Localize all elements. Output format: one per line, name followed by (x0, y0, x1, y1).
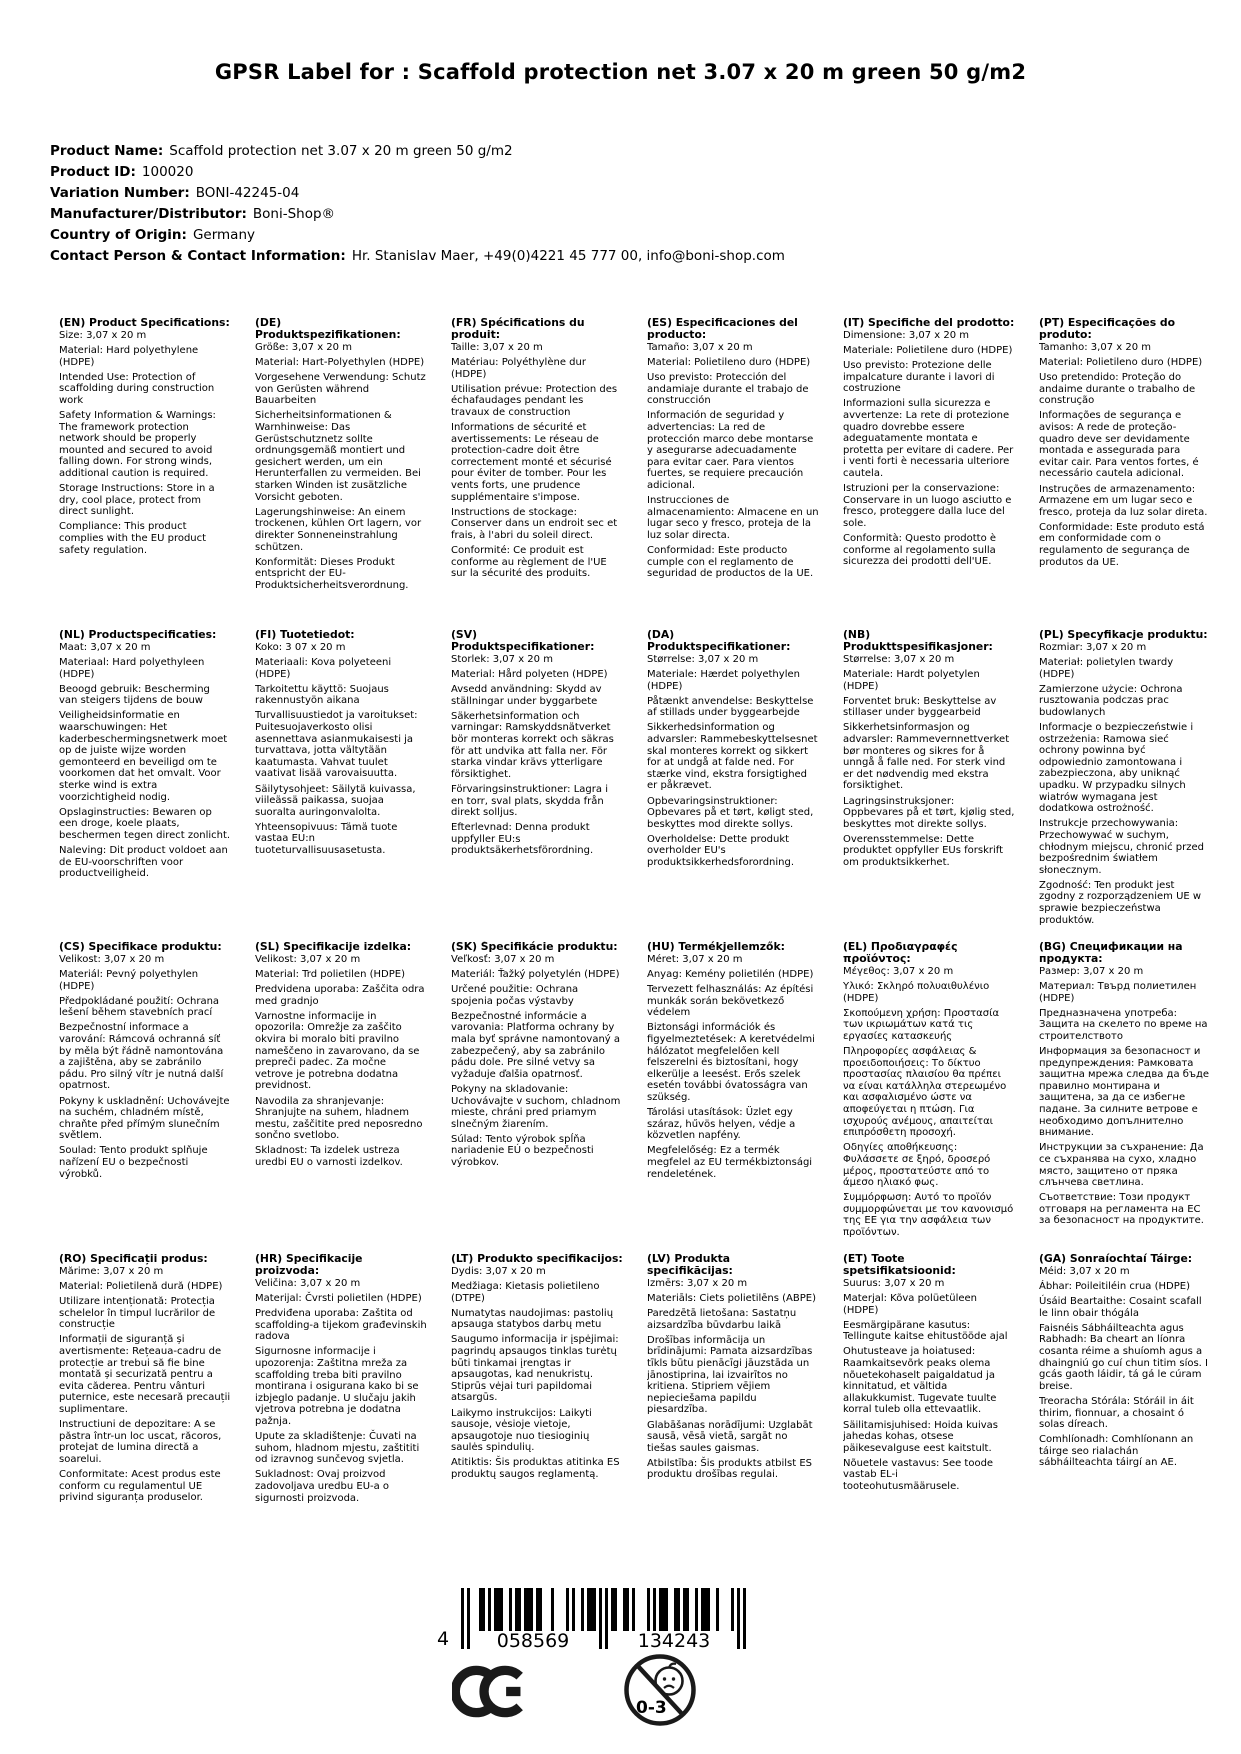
lang-block-title: (ES) Especificaciones del producto: (647, 317, 798, 341)
lang-block-title: (DA) Produktspecifikationer: (647, 629, 791, 653)
lang-block-paragraph: Lagerungshinweise: An einem trockenen, kühlen Ort lagern, vor direkter Sonneneinstrahlung schützen. (255, 506, 422, 553)
lang-block-paragraph: Conformité: Ce produit est conforme au règlement de l'UE sur la sécurité des produits. (451, 545, 607, 580)
lang-block-paragraph: Σκοπούμενη χρήση: Προστασία των ικριωμάτων κατά τις εργασίες κατασκευής (843, 1007, 1000, 1042)
lang-block-title: (PT) Especificações do produto: (1039, 317, 1176, 341)
lang-block-paragraph: Tervezett felhasználás: Az építési munkák során bekövetkező védelem (647, 984, 814, 1019)
lang-block-paragraph: Информация за безопасност и предупреждения: Рамковата защитна мрежа следва да бъде правилно монтирана и защитена, за да се избегне падане. За силните ветрове е необходимо допълнително внимание. (1039, 1046, 1210, 1139)
lang-block-paragraph: Saugumo informacija ir įspėjimai: pagrindų apsaugos tinklas turėtų būti tinkamai įrengtas ir apsaugotas, kad nenukristų. Stiprūs vėjai turi papildomai atsargūs. (451, 1334, 619, 1404)
lang-block-paragraph: Informazioni sulla sicurezza e avvertenze: La rete di protezione quadro dovrebbe essere adeguatamente montata e protetta per evitare di cadere. Per i venti forti è necessaria ulteriore cautela. (843, 398, 1014, 480)
lang-block-it (843, 317, 1021, 629)
lang-block-paragraph: Påtænkt anvendelse: Beskyttelse af stillads under byggearbejde (647, 695, 814, 719)
product-info-line (50, 246, 785, 267)
lang-block-paragraph: Instruções de armazenamento: Armazene em um lugar seco e fresco, proteja da luz solar direta. (1039, 483, 1208, 518)
lang-block-sk (451, 941, 629, 1253)
lang-block-title: (HR) Specifikacije proizvoda: (255, 1253, 363, 1277)
lang-block-paragraph: Ohutusteave ja hoiatused: Raamkaitsevõrk peaks olema nõuetekohaselt paigaldatud ja kinnitatud, et vältida allakukkumist. Tugevate tuulte korral tuleb olla ettevaatlik. (843, 1346, 997, 1416)
lang-block-paragraph: Storage Instructions: Store in a dry, cool place, protect from direct sunlight. (59, 483, 215, 518)
lang-block-bg (1039, 941, 1217, 1253)
lang-block-paragraph: Material: Polietileno duro (HDPE) (1039, 357, 1203, 369)
lang-block-title: (SL) Specifikacije izdelka: (255, 941, 412, 953)
lang-block-paragraph: Storlek: 3,07 x 20 m (451, 654, 553, 665)
lang-block-title: (EL) Προδιαγραφές προϊόντος: (843, 941, 958, 965)
lang-block-et (843, 1253, 1021, 1565)
product-info-label: Product ID: (50, 164, 136, 180)
lang-block-paragraph: Materiale: Polietilene duro (HDPE) (843, 345, 1013, 357)
lang-block-paragraph: Materiale: Hardt polyetylen (HDPE) (843, 669, 980, 692)
lang-block-paragraph: Dydis: 3,07 x 20 m (451, 1266, 546, 1277)
lang-block-paragraph: Información de seguridad y advertencias: La red de protección marco debe montarse y asegurarse adecuadamente para evitar caer. Para vientos fuertes, se requiere precaución adicional. (647, 410, 814, 492)
lang-block-da (647, 629, 825, 941)
lang-block-paragraph: Materiale: Hærdet polyethylen (HDPE) (647, 669, 800, 692)
lang-block-paragraph: Material: Hard polyethylene (HDPE) (59, 345, 199, 368)
lang-block-paragraph: Tamanho: 3,07 x 20 m (1039, 342, 1151, 353)
lang-block-title: (EN) Product Specifications: (59, 317, 230, 329)
lang-block-paragraph: Méid: 3,07 x 20 m (1039, 1266, 1130, 1277)
page-title: GPSR Label for : Scaffold protection net 3.07 x 20 m green 50 g/m2 (214, 60, 1027, 84)
product-info-label: Product Name: (50, 143, 164, 159)
lang-block-paragraph: Säkerhetsinformation och varningar: Ramskyddsnätverket bör monteras korrekt och säkras för att undvika att falla ner. För starka vindar krävs ytterligare försiktighet. (451, 710, 614, 780)
lang-block-paragraph: Navodila za shranjevanje: Shranjujte na suhem, hladnem mestu, zaščitite pred neposredno sončno svetlobo. (255, 1095, 423, 1142)
barcode-right-digits: 134243 (637, 1630, 711, 1652)
lang-block-paragraph: Sicherheitsinformationen & Warnhinweise: Das Gerüstschutznetz sollte ordnungsgemäß montiert und gesichert werden, um ein Herunterfallen zu vermeiden. Bei starken Winden ist zusätzliche Vorsicht geboten. (255, 410, 421, 503)
lang-block-paragraph: Informações de segurança e avisos: A rede de proteção-quadro deve ser devidamente montada e assegurada para evitar cair. Para ventos fortes, é necessário cautela adicional. (1039, 410, 1199, 480)
product-info-line (50, 204, 785, 225)
lang-block-paragraph: Anyag: Kemény polietilén (HDPE) (647, 969, 814, 981)
lang-block-paragraph: Overensstemmelse: Dette produktet oppfyller EUs forskrift om produktsikkerhet. (843, 833, 1004, 868)
lang-block-paragraph: Velikost: 3,07 x 20 m (59, 954, 165, 965)
lang-block-paragraph: Konformität: Dieses Produkt entspricht der EU-Produktsicherheitsverordnung. (255, 556, 409, 591)
lang-block-paragraph: Předpokládané použití: Ochrana lešení během stavebních prací (59, 995, 220, 1019)
lang-block-paragraph: Μέγεθος: 3,07 x 20 m (843, 966, 954, 977)
lang-block-paragraph: Opbevaringsinstruktioner: Opbevares på et tørt, køligt sted, beskyttes mod direkte sollys. (647, 795, 814, 830)
lang-block-title: (CS) Specifikace produktu: (59, 941, 222, 953)
lang-block-paragraph: Materiaal: Hard polyethyleen (HDPE) (59, 657, 205, 680)
lang-block-paragraph: Uso previsto: Protezione delle impalcature durante i lavori di costruzione (843, 360, 995, 395)
lang-block-title: (FR) Spécifications du produit: (451, 317, 585, 341)
lang-block-title: (RO) Specificații produs: (59, 1253, 208, 1265)
lang-block-paragraph: Upute za skladištenje: Čuvati na suhom, hladnom mjestu, zaštititi od izravnog sunčevog svjetla. (255, 1431, 420, 1466)
lang-block-paragraph: Material: Polietilenă dură (HDPE) (59, 1281, 223, 1293)
product-info-line (50, 225, 785, 246)
lang-block-nb (843, 629, 1021, 941)
lang-block-de (255, 317, 433, 629)
lang-block-hu (647, 941, 825, 1253)
lang-block-paragraph: Instructions de stockage: Conserver dans un endroit sec et frais, à l'abri du soleil direct. (451, 506, 618, 541)
lang-block-paragraph: Skladnost: Ta izdelek ustreza uredbi EU o varnosti izdelkov. (255, 1145, 403, 1168)
lang-block-paragraph: Úsáid Beartaithe: Cosaint scafall le linn obair thógála (1039, 1296, 1202, 1319)
product-info-value: Boni-Shop® (252, 206, 336, 222)
lang-block-paragraph: Conformidad: Este producto cumple con el reglamento de seguridad de productos de la UE. (647, 545, 814, 580)
lang-block-paragraph: Materiał: polietylen twardy (HDPE) (1039, 657, 1174, 680)
lang-block-paragraph: Medžiaga: Kietasis polietileno (DTPE) (451, 1281, 600, 1304)
lang-block-paragraph: Sukladnost: Ovaj proizvod zadovoljava uredbu EU-a o sigurnosti proizvoda. (255, 1469, 390, 1504)
product-info (50, 141, 785, 267)
lang-block-paragraph: Rozmiar: 3,07 x 20 m (1039, 642, 1147, 653)
lang-block-paragraph: Förvaringsinstruktioner: Lagra i en torr, sval plats, skydda från direkt solljus. (451, 783, 608, 819)
lang-block-paragraph: Izmērs: 3,07 x 20 m (647, 1278, 748, 1289)
lang-block-cs (59, 941, 237, 1253)
product-info-value: 100020 (141, 164, 194, 180)
lang-block-paragraph: Maat: 3,07 x 20 m (59, 642, 151, 653)
ce-mark-icon (452, 1663, 534, 1720)
lang-block-paragraph: Material: Hård polyeten (HDPE) (451, 669, 608, 681)
lang-block-paragraph: Säilytysohjeet: Säilytä kuivassa, viileässä paikassa, suojaa suoralta auringonvalolta. (255, 783, 416, 818)
lang-block-sl (255, 941, 433, 1253)
lang-block-paragraph: Atitiktis: Šis produktas atitinka ES produktų saugos reglamentą. (451, 1457, 620, 1480)
lang-block-title: (HU) Termékjellemzők: (647, 941, 785, 953)
lang-block-paragraph: Tárolási utasítások: Üzlet egy száraz, hűvös helyen, védje a közvetlen napfény. (647, 1107, 796, 1142)
lang-block-paragraph: Avsedd användning: Skydd av ställningar under byggarbete (451, 684, 602, 707)
lang-block-paragraph: Съответствие: Този продукт отговаря на регламента на ЕС за безопасност на продуктите. (1039, 1192, 1204, 1227)
lang-block-title: (SK) Špecifikácie produktu: (451, 941, 618, 953)
lang-block-paragraph: Utilizare intenționată: Protecția schelelor în timpul lucrărilor de construcție (59, 1296, 216, 1331)
lang-block-paragraph: Dimensione: 3,07 x 20 m (843, 330, 970, 341)
lang-block-title: (NL) Productspecificaties: (59, 629, 217, 641)
age-warning-0-3-icon (623, 1650, 697, 1730)
lang-block-paragraph: Yhteensopivuus: Tämä tuote vastaa EU:n tuoteturvallisuusasetusta. (255, 821, 398, 856)
lang-block-paragraph: Utilisation prévue: Protection des échafaudages pendant les travaux de construction (451, 383, 618, 418)
lang-block-paragraph: Veiligheidsinformatie en waarschuwingen: Het kaderbeschermingsnetwerk moet op de juiste wijze worden gemonteerd en beveiligd om te voorkomen dat het omvalt. Voor sterke wind is extra voorzichtigheid nodig. (59, 710, 228, 803)
lang-block-paragraph: Størrelse: 3,07 x 20 m (647, 654, 759, 665)
lang-block-paragraph: Beoogd gebruik: Bescherming van steigers tijdens de bouw (59, 683, 210, 707)
lang-block-paragraph: Predviđena uporaba: Zaštita od scaffolding-a tijekom građevinskih radova (255, 1308, 427, 1343)
lang-block-paragraph: Zgodność: Ten produkt jest zgodny z rozporządzeniem UE w sprawie bezpieczeństwa produktów. (1039, 879, 1202, 926)
lang-block-title: (SV) Produktspecifikationer: (451, 629, 595, 653)
lang-block-nl (59, 629, 237, 941)
lang-block-title: (DE) Produktspezifikationen: (255, 317, 401, 341)
lang-block-paragraph: Conformidade: Este produto está em conformidade com o regulamento de segurança de produtos da UE. (1039, 521, 1205, 568)
lang-block-ga (1039, 1253, 1217, 1565)
lang-block-paragraph: Safety Information & Warnings: The framework protection network should be properly mounted and secured to avoid falling down. For strong winds, additional caution is required. (59, 410, 216, 480)
lang-block-paragraph: Méret: 3,07 x 20 m (647, 954, 743, 965)
lang-block-paragraph: Súlad: Tento výrobok spĺňa nariadenie EÚ o bezpečnosti výrobkov. (451, 1133, 594, 1168)
lang-block-paragraph: Συμμόρφωση: Αυτό το προϊόν συμμορφώνεται με τον κανονισμό της ΕΕ για την ασφάλεια των προϊόντων. (843, 1192, 1014, 1238)
product-info-label: Country of Origin: (50, 227, 187, 243)
lang-block-paragraph: Informacje o bezpieczeństwie i ostrzeżenia: Ramowa sieć ochrony powinna być odpowiednio zamontowana i zabezpieczona, aby uniknąć upadku. W przypadku silnych wiatrów wymagana jest dodatkowa ostrożność. (1039, 722, 1194, 815)
lang-block-paragraph: Koko: 3 07 x 20 m (255, 642, 346, 653)
lang-block-paragraph: Zamierzone użycie: Ochrona rusztowania podczas prac budowlanych (1039, 683, 1183, 718)
lang-block-paragraph: Naleving: Dit product voldoet aan de EU-voorschriften voor productveiligheid. (59, 845, 228, 880)
lang-block-paragraph: Sigurnosne informacije i upozorenja: Zaštitna mreža za scaffolding treba biti pravilno montirana i osigurana kako bi se izbjeglo padanje. U slučaju jakih vjetrova potrebna je dodatna pažnja. (255, 1346, 419, 1428)
lang-block-paragraph: Soulad: Tento produkt splňuje nařízení EU o bezpečnosti výrobků. (59, 1145, 208, 1180)
lang-block-paragraph: Bezpečnostné informácie a varovania: Platforma ochrany by mala byť správne namontovaný a zabezpečený, aby sa zabránilo pádu dole. Pre silné vetvy sa vyžaduje ďalšia opatrnosť. (451, 1010, 621, 1080)
lang-block-hr (255, 1253, 433, 1565)
lang-block-paragraph: Drošības informācija un brīdinājumi: Pamata aizsardzības tīkls būtu pienācīgi jāuzstāda un jānostiprina, lai izvairītos no kritiena. Stipriem vējiem nepieciešama papildu piesardzība. (647, 1334, 813, 1416)
lang-block-paragraph: Eesmärgipärane kasutus: Tellingute kaitse ehitustööde ajal (843, 1319, 1008, 1343)
lang-block-paragraph: Compliance: This product complies with the EU product safety regulation. (59, 521, 207, 556)
lang-block-paragraph: Size: 3,07 x 20 m (59, 330, 147, 341)
lang-block-paragraph: Materijal: Čvrsti polietilen (HDPE) (255, 1293, 422, 1305)
lang-block-title: (NB) Produkttspesifikasjoner: (843, 629, 993, 653)
product-info-line (50, 183, 785, 204)
lang-block-paragraph: Suurus: 3,07 x 20 m (843, 1278, 945, 1289)
lang-block-pt (1039, 317, 1217, 629)
lang-block-paragraph: Conformità: Questo prodotto è conforme al regolamento sulla sicurezza dei prodotti dell'UE. (843, 533, 997, 568)
lang-block-title: (IT) Specifiche del prodotto: (843, 317, 1015, 329)
lang-block-paragraph: Lagringsinstruksjoner: Oppbevares på et tørt, kjølig sted, beskyttes mot direkte sollys. (843, 795, 1015, 830)
lang-block-paragraph: Materjal: Kõva polüetüleen (HDPE) (843, 1293, 977, 1316)
lang-block-paragraph: Taille: 3,07 x 20 m (451, 342, 543, 353)
baby-face-icon (656, 1664, 683, 1695)
product-info-label: Manufacturer/Distributor: (50, 206, 247, 222)
product-info-value: Hr. Stanislav Maer, +49(0)4221 45 777 00, info@boni-shop.com (351, 248, 785, 264)
lang-block-paragraph: Размер: 3,07 x 20 m (1039, 966, 1144, 977)
lang-block-paragraph: Instructiuni de depozitare: A se păstra într-un loc uscat, răcoros, protejat de lumina directă a soarelui. (59, 1419, 222, 1465)
lang-block-paragraph: Uso pretendido: Proteção do andaime durante o trabalho de construção (1039, 372, 1196, 407)
barcode (437, 1588, 767, 1652)
lang-block-paragraph: Sikkerhedsinformation og advarsler: Rammebeskyttelsesnet skal monteres korrekt og sikkert for at undgå at falde ned. For stærke vind, ekstra forsigtighed er påkrævet. (647, 722, 818, 792)
lang-block-paragraph: Informații de siguranță și avertismente: Rețeaua-cadru de protecție ar trebui să fie bine montată și securizată pentru a evita căderea. Pentru vânturi puternice, este necesară precauții suplimentare. (59, 1334, 231, 1416)
lang-block-lv (647, 1253, 825, 1565)
lang-block-paragraph: Veličina: 3,07 x 20 m (255, 1278, 361, 1289)
lang-block-title: (FI) Tuotetiedot: (255, 629, 355, 641)
lang-block-paragraph: Υλικό: Σκληρό πολυαιθυλένιο (HDPE) (843, 981, 990, 1004)
lang-block-en (59, 317, 237, 629)
lang-block-paragraph: Bezpečnostní informace a varování: Rámcová ochranná síť by měla být řádně namontována a zajištěna, aby se zabránilo pádu. Pro silný vítr je nutná další opatrnost. (59, 1022, 224, 1092)
lang-block-paragraph: Istruzioni per la conservazione: Conservare in un luogo asciutto e fresco, proteggere dalla luce del sole. (843, 483, 1012, 529)
lang-block-paragraph: Overholdelse: Dette produkt overholder EU's produktsikkerhedsforordning. (647, 833, 795, 868)
lang-block-paragraph: Treoracha Stórála: Stóráil in áit thirim, fionnuar, a chosaint ó solas díreach. (1039, 1395, 1194, 1431)
lang-block-paragraph: Matériau: Polyéthylène dur (HDPE) (451, 357, 586, 380)
lang-block-paragraph: Instrucciones de almacenamiento: Almacene en un lugar seco y fresco, proteja de la luz solar directa. (647, 495, 819, 541)
lang-block-paragraph: Intended Use: Protection of scaffolding during construction work (59, 371, 215, 406)
lang-block-paragraph: Materiaali: Kova polyeteeni (HDPE) (255, 657, 392, 680)
lang-block-fi (255, 629, 433, 941)
lang-block-sv (451, 629, 629, 941)
lang-block-paragraph: Tarkoitettu käyttö: Suojaus rakennustyön aikana (255, 683, 389, 707)
product-info-line (50, 162, 785, 183)
lang-block-paragraph: Veľkosť: 3,07 x 20 m (451, 954, 555, 965)
lang-block-ro (59, 1253, 237, 1565)
lang-block-paragraph: Инструкции за съхранение: Да се съхранява на сухо, хладно място, защитено от пряка слънчева светлина. (1039, 1142, 1204, 1189)
lang-block-title: (PL) Specyfikacje produktu: (1039, 629, 1208, 641)
lang-block-paragraph: Forventet bruk: Beskyttelse av stillaser under byggearbeid (843, 695, 997, 719)
lang-block-title: (BG) Спецификации на продукта: (1039, 941, 1183, 965)
lang-block-paragraph: Varnostne informacije in opozorila: Omrežje za zaščito okvira bi moralo biti pravilno nameščeno in zavarovano, da se prepreči padec. Za močne vetrove je potrebna dodatna previdnost. (255, 1010, 420, 1092)
lang-block-paragraph: Paredzētā lietošana: Sastatņu aizsardzība būvdarbu laikā (647, 1308, 797, 1331)
ean-barcode-icon (461, 1588, 746, 1652)
lang-block-paragraph: Comhlíonadh: Comhlíonann an táirge seo rialachán sábháilteachta táirgí an AE. (1039, 1434, 1194, 1469)
lang-block-paragraph: Pokyny na skladovanie: Uchovávajte v suchom, chladnom mieste, chráni pred priamym slnečným žiarením. (451, 1083, 621, 1130)
lang-block-paragraph: Materiál: Pevný polyethylen (HDPE) (59, 969, 199, 992)
lang-block-paragraph: Größe: 3,07 x 20 m (255, 342, 352, 353)
lang-block-title: (GA) Sonraíochtaí Táirge: (1039, 1253, 1193, 1265)
lang-block-el (843, 941, 1021, 1253)
lang-block-paragraph: Vorgesehene Verwendung: Schutz von Gerüsten während Bauarbeiten (255, 372, 426, 407)
lang-block-title: (LT) Produkto specifikacijos: (451, 1253, 623, 1265)
lang-block-paragraph: Sikkerhetsinformasjon og advarsler: Rammevernnettverket bør monteres og sikres for å unngå å falle ned. For sterk vind er det nødvendig med ekstra forsiktighet. (843, 722, 1010, 792)
lang-block-paragraph: Säilitamisjuhised: Hoida kuivas jahedas kohas, otsese päikesevalguse eest kaitstult. (843, 1419, 999, 1454)
lang-block-paragraph: Instrukcje przechowywania: Przechowywać w suchym, chłodnym miejscu, chronić przed bezpośrednim światłem słonecznym. (1039, 818, 1205, 876)
lang-block-paragraph: Material: Trd polietilen (HDPE) (255, 969, 405, 981)
lang-block-paragraph: Uso previsto: Protección del andamiaje durante el trabajo de construcción (647, 372, 809, 407)
product-info-value: Germany (192, 227, 255, 243)
age-range-label: 0-3 (636, 1698, 667, 1718)
lang-block-paragraph: Mărime: 3,07 x 20 m (59, 1266, 164, 1277)
lang-block-paragraph: Material: Polietileno duro (HDPE) (647, 357, 811, 369)
lang-block-paragraph: Informations de sécurité et avertissements: Le réseau de protection-cadre doit être correctement monté et sécurisé pour éviter de tomber. Pour les vents forts, une prudence supplémentaire s'impose. (451, 422, 612, 503)
lang-block-paragraph: Megfelelőség: Ez a termék megfelel az EU termékbiztonsági rendeletének. (647, 1145, 813, 1180)
lang-block-paragraph: Efterlevnad: Denna produkt uppfyller EU:s produktsäkerhetsförordning. (451, 822, 594, 857)
lang-block-paragraph: Tamaño: 3,07 x 20 m (647, 342, 753, 353)
lang-block-es (647, 317, 825, 629)
lang-block-paragraph: Οδηγίες αποθήκευσης: Φυλάσσετε σε ξηρό, δροσερό μέρος, προστατεύστε από το άμεσο ηλιακό φως. (843, 1142, 991, 1189)
lang-block-lt (451, 1253, 629, 1565)
lang-block-paragraph: Určené použitie: Ochrana spojenia počas výstavby (451, 984, 579, 1007)
lang-block-paragraph: Faisnéis Sábháilteachta agus Rabhadh: Ba cheart an líonra cosanta réime a shuíomh agus a dhaingniú go cuí chun titim síos. I gcás gaoth láidir, tá gá le cúram breise. (1039, 1322, 1208, 1392)
lang-block-title: (ET) Toote spetsifikatsioonid: (843, 1253, 956, 1277)
lang-block-paragraph: Turvallisuustiedot ja varoitukset: Puitesuojaverkosto olisi asennettava asianmukaisesti ja turvattava, jotta vältytään kaatumasta. Vahvat tuulet vaativat lisää varovaisuutta. (255, 710, 418, 780)
lang-block-paragraph: Numatytas naudojimas: pastolių apsauga statybos darbų metu (451, 1307, 614, 1331)
lang-block-pl (1039, 629, 1217, 941)
lang-block-paragraph: Predvidena uporaba: Zaščita odra med gradnjo (255, 984, 425, 1007)
lang-block-paragraph: Ábhar: Poileitiléin crua (HDPE) (1039, 1281, 1190, 1293)
product-info-value: BONI-42245-04 (195, 185, 300, 201)
lang-block-paragraph: Предназначена употреба: Защита на скелето по време на строителството (1039, 1007, 1208, 1042)
lang-block-paragraph: Opslaginstructies: Bewaren op een droge, koele plaats, beschermen tegen direct zonlicht. (59, 806, 231, 841)
lang-block-paragraph: Πληροφορίες ασφάλειας & προειδοποιήσεις: Το δίκτυο προστασίας πλαισίου θα πρέπει να είναι κατάλληλα στερεωμένο και ασφαλισμένο ώστε να αποφεύγεται η πτώση. Για ισχυρούς ανέμους, απαιτείται επιπρόσθετη προσοχή. (843, 1046, 1007, 1139)
lang-block-paragraph: Materiál: Ťažký polyetylén (HDPE) (451, 969, 620, 981)
lang-block-paragraph: Størrelse: 3,07 x 20 m (843, 654, 955, 665)
lang-block-paragraph: Laikymo instrukcijos: Laikyti sausoje, vėsioje vietoje, apsaugotoje nuo tiesioginių saulės spindulių. (451, 1407, 592, 1454)
lang-block-paragraph: Pokyny k uskladnění: Uchovávejte na suchém, chladném místě, chraňte před přímým slunečním světlem. (59, 1095, 230, 1142)
language-grid (59, 317, 1217, 1565)
lang-block-fr (451, 317, 629, 629)
product-info-value: Scaffold protection net 3.07 x 20 m green 50 g/m2 (169, 143, 513, 159)
lang-block-paragraph: Atbilstība: Šis produkts atbilst ES produktu drošības regulai. (647, 1457, 813, 1481)
product-info-label: Contact Person & Contact Information: (50, 248, 346, 264)
lang-block-paragraph: Glabāšanas norādījumi: Uzglabāt sausā, vēsā vietā, sargāt no tiešas saules gaismas. (647, 1419, 813, 1454)
lang-block-paragraph: Materiāls: Ciets polietilēns (ABPE) (647, 1293, 816, 1305)
lang-block-paragraph: Velikost: 3,07 x 20 m (255, 954, 361, 965)
lang-block-paragraph: Material: Hart-Polyethylen (HDPE) (255, 357, 425, 369)
barcode-left-digits: 058569 (496, 1630, 570, 1652)
lang-block-paragraph: Nõuetele vastavus: See toode vastab EL-i tooteohutusmäärusele. (843, 1457, 994, 1492)
lang-block-paragraph: Материал: Твърд полиетилен (HDPE) (1039, 981, 1197, 1004)
lang-block-title: (LV) Produkta specifikācijas: (647, 1253, 733, 1277)
barcode-prefix-digit: 4 (437, 1628, 450, 1650)
product-info-label: Variation Number: (50, 185, 190, 201)
product-info-line (50, 141, 785, 162)
lang-block-paragraph: Biztonsági információk és figyelmeztetések: A keretvédelmi hálózatot megfelelően kell felszerelni és biztosítani, hogy elkerülje a leesést. Erős szelek esetén további óvatosságra van szükség. (647, 1022, 815, 1104)
lang-block-paragraph: Conformitate: Acest produs este conform cu regulamentul UE privind siguranța produselor. (59, 1469, 221, 1504)
